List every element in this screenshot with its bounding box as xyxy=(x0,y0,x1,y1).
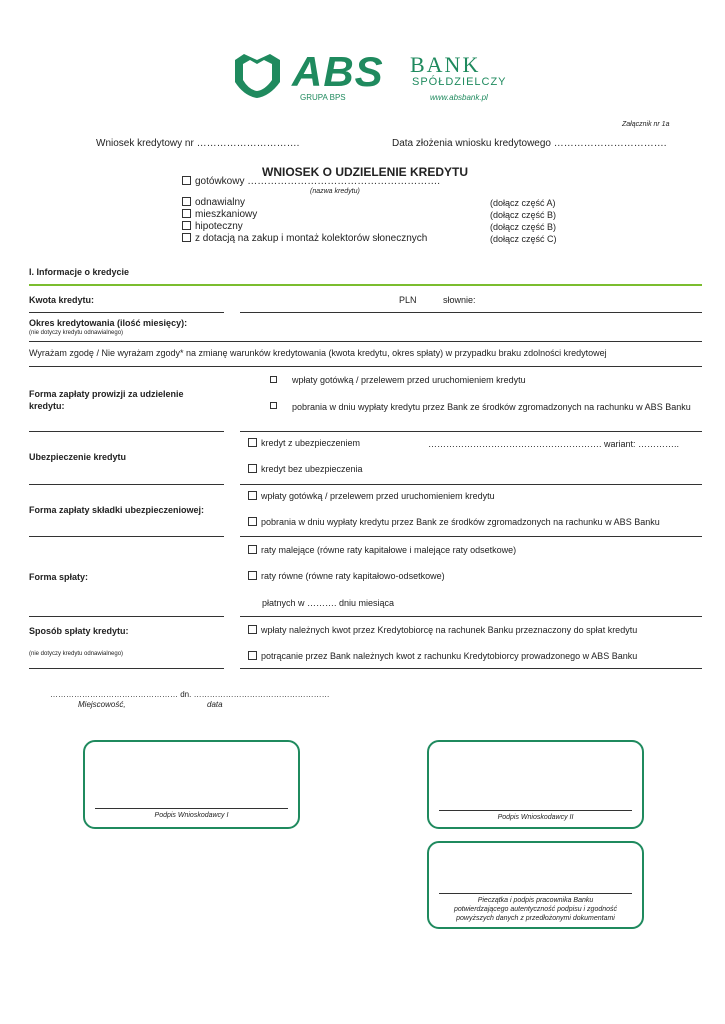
repayment-label: Forma spłaty: xyxy=(29,572,89,582)
signature-caption: Podpis Wnioskodawcy II xyxy=(497,814,574,821)
signature-caption: Pieczątka i podpis pracownika Banku potwierdzającego autentyczność podpisu i zgodność powyższych danych z przedłożonymi dokumentami xyxy=(453,897,618,922)
signature-line xyxy=(439,893,632,894)
logo-sub: SPÓŁDZIELCZY xyxy=(412,76,507,88)
checkbox[interactable] xyxy=(182,209,191,218)
signature-line xyxy=(439,810,632,811)
checkbox[interactable] xyxy=(182,221,191,230)
divider xyxy=(29,341,702,342)
checkbox[interactable] xyxy=(248,491,257,500)
amount-currency: PLN xyxy=(399,295,417,305)
signature-caption: Podpis Wnioskodawcy I xyxy=(154,812,229,819)
checkbox[interactable] xyxy=(248,464,257,473)
insurance-variant: …………………………………………………. wariant: ………….. xyxy=(428,439,680,449)
checkbox[interactable] xyxy=(182,233,191,242)
loan-type-mortgage[interactable]: hipoteczny xyxy=(182,221,243,232)
method-option-deduction[interactable]: potrącanie przez Bank należnych kwot z rachunku Kredytobiorcy prowadzonego w ABS Banku xyxy=(248,651,637,661)
repayment-option-equal[interactable]: raty równe (równe raty kapitałowo-odsetkowe) xyxy=(248,571,445,581)
checkbox[interactable] xyxy=(270,376,277,383)
logo-group: GRUPA BPS xyxy=(300,93,346,102)
place-date-line: ………………………………………… dn. …………………………………………… xyxy=(50,690,330,699)
divider xyxy=(240,312,702,313)
repayment-option-decreasing[interactable]: raty malejące (równe raty kapitałowe i malejące raty odsetkowe) xyxy=(248,545,516,555)
insurance-option-with[interactable]: kredyt z ubezpieczeniem xyxy=(248,438,360,448)
divider xyxy=(29,312,224,313)
premium-option-cash[interactable]: wpłaty gotówką / przelewem przed uruchomieniem kredytu xyxy=(248,491,495,501)
logo-brand: ABS xyxy=(292,48,384,95)
loan-type-note: (dołącz część A) xyxy=(490,198,556,208)
checkbox[interactable] xyxy=(248,625,257,634)
repayment-payday: płatnych w ………. dniu miesiąca xyxy=(262,598,395,608)
divider xyxy=(29,431,224,432)
divider xyxy=(29,616,224,617)
insurance-option-without[interactable]: kredyt bez ubezpieczenia xyxy=(248,464,363,474)
checkbox[interactable] xyxy=(182,197,191,206)
application-number: Wniosek kredytowy nr …………………………. xyxy=(96,138,300,149)
method-label: Sposób spłaty kredytu: xyxy=(29,626,129,636)
checkbox[interactable] xyxy=(248,517,257,526)
method-note: (nie dotyczy kredytu odnawialnego) xyxy=(29,651,124,657)
page-title: WNIOSEK O UDZIELENIE KREDYTU xyxy=(262,165,469,179)
divider xyxy=(240,616,702,617)
commission-option-cash: wpłaty gotówką / przelewem przed uruchomieniem kredytu xyxy=(292,375,526,385)
divider xyxy=(29,484,224,485)
section-title: I. Informacje o kredycie xyxy=(29,267,130,277)
logo-emblem-icon xyxy=(230,52,285,100)
consent-statement: Wyrażam zgodę / Nie wyrażam zgody* na zmianę warunków kredytowania (kwota kredytu, okres spłaty) w przypadku braku zdolności kredytowej xyxy=(29,348,607,358)
signature-line xyxy=(95,808,288,809)
checkbox[interactable] xyxy=(248,438,257,447)
loan-type-note: (dołącz część B) xyxy=(490,222,557,232)
logo-url: www.absbank.pl xyxy=(430,93,488,102)
checkbox[interactable] xyxy=(248,571,257,580)
divider xyxy=(240,484,702,485)
commission-option-account: pobrania w dniu wypłaty kredytu przez Bank ze środków zgromadzonych na rachunku w ABS Banku xyxy=(292,402,691,412)
loan-type-note: (dołącz część B) xyxy=(490,210,557,220)
checkbox[interactable] xyxy=(248,545,257,554)
loan-name-note: (nazwa kredytu) xyxy=(310,188,360,195)
loan-type-cash[interactable]: gotówkowy …………………………………………………. xyxy=(182,176,440,187)
commission-label: Forma zapłaty prowizji za udzielenie kredytu: xyxy=(29,389,184,411)
divider xyxy=(29,366,702,367)
checkbox[interactable] xyxy=(182,176,191,185)
checkbox[interactable] xyxy=(248,651,257,660)
section-divider xyxy=(29,284,702,286)
premium-option-account[interactable]: pobrania w dniu wypłaty kredytu przez Bank ze środków zgromadzonych na rachunku w ABS Banku xyxy=(248,517,660,527)
checkbox[interactable] xyxy=(270,402,277,409)
insurance-label: Ubezpieczenie kredytu xyxy=(29,452,127,462)
amount-label: Kwota kredytu: xyxy=(29,295,95,305)
logo-bank: BANK xyxy=(410,52,481,77)
divider xyxy=(29,536,224,537)
loan-type-note: (dołącz część C) xyxy=(490,234,557,244)
submission-date: Data złożenia wniosku kredytowego ……………………………. xyxy=(392,138,667,149)
bank-logo xyxy=(230,48,507,108)
period-label: Okres kredytowania (ilość miesięcy): xyxy=(29,318,188,328)
divider xyxy=(240,431,702,432)
divider xyxy=(29,668,224,669)
method-option-transfer[interactable]: wpłaty należnych kwot przez Kredytobiorcę na rachunek Banku przeznaczony do spłat kredytu xyxy=(248,625,637,635)
period-note: (nie dotyczy kredytu odnawialnego) xyxy=(29,330,124,336)
date-label: data xyxy=(207,700,223,709)
annex-label: Załącznik nr 1a xyxy=(622,121,670,128)
loan-type-revolving[interactable]: odnawialny xyxy=(182,197,245,208)
divider xyxy=(240,536,702,537)
premium-label: Forma zapłaty składki ubezpieczeniowej: xyxy=(29,505,205,515)
loan-type-solar[interactable]: z dotacją na zakup i montaż kolektorów słonecznych xyxy=(182,233,427,244)
amount-words: słownie: xyxy=(443,295,476,305)
place-label: Miejscowość, xyxy=(78,700,126,709)
loan-type-housing[interactable]: mieszkaniowy xyxy=(182,209,257,220)
divider xyxy=(240,668,702,669)
